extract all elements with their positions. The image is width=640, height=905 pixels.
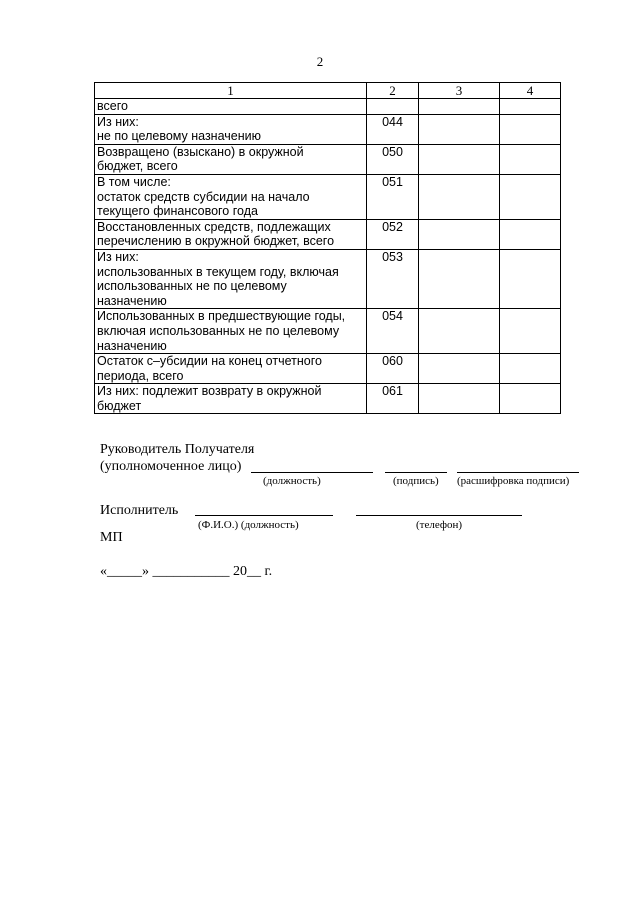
row-value-col3 <box>419 219 500 249</box>
row-label: Из них: подлежит возврату в окружной бюджет <box>95 384 367 414</box>
table-row <box>95 219 561 249</box>
executor-phone-line <box>356 515 522 516</box>
table-row <box>95 249 561 308</box>
date-line: «_____» ___________ 20__ г. <box>100 564 273 579</box>
table-row <box>95 114 561 144</box>
row-label: Возвращено (взыскано) в окружной бюджет, всего <box>95 144 367 174</box>
fio-caption: (Ф.И.О.) (должность) <box>198 519 299 531</box>
head-title-line2: (уполномоченное лицо) <box>100 459 242 474</box>
row-code: 053 <box>367 249 419 308</box>
row-value-col4 <box>500 144 561 174</box>
position-caption: (должность) <box>263 475 321 487</box>
row-value-col3 <box>419 354 500 384</box>
signature-caption: (подпись) <box>393 475 439 487</box>
column-header: 3 <box>419 83 500 99</box>
row-label: всего <box>95 99 367 115</box>
row-code: 050 <box>367 144 419 174</box>
row-label: Использованных в предшествующие годы, включая использованных не по целевому назначению <box>95 309 367 354</box>
column-header: 4 <box>500 83 561 99</box>
column-header: 2 <box>367 83 419 99</box>
phone-caption: (телефон) <box>416 519 463 531</box>
row-value-col4 <box>500 114 561 144</box>
position-line <box>251 472 373 473</box>
row-value-col3 <box>419 99 500 115</box>
table-row <box>95 99 561 115</box>
row-value-col4 <box>500 249 561 308</box>
table-header-row <box>95 83 561 99</box>
row-code: 044 <box>367 114 419 144</box>
table-row <box>95 174 561 219</box>
row-value-col3 <box>419 174 500 219</box>
decoding-line <box>457 472 579 473</box>
row-value-col3 <box>419 384 500 414</box>
row-label: Восстановленных средств, подлежащих перечислению в окружной бюджет, всего <box>95 219 367 249</box>
row-value-col4 <box>500 354 561 384</box>
executor-label: Исполнитель <box>100 503 179 518</box>
row-value-col3 <box>419 249 500 308</box>
row-value-col3 <box>419 309 500 354</box>
report-table <box>94 82 561 414</box>
row-value-col4 <box>500 99 561 115</box>
row-code: 051 <box>367 174 419 219</box>
row-code: 060 <box>367 354 419 384</box>
row-code: 061 <box>367 384 419 414</box>
row-label: Из них: использованных в текущем году, включая использованных не по целевому назначению <box>95 249 367 308</box>
row-label: Из них: не по целевому назначению <box>95 114 367 144</box>
row-value-col3 <box>419 144 500 174</box>
table-row <box>95 354 561 384</box>
table-row <box>95 144 561 174</box>
signature-line <box>385 472 447 473</box>
row-value-col4 <box>500 309 561 354</box>
row-code: 054 <box>367 309 419 354</box>
row-code: 052 <box>367 219 419 249</box>
head-title-line1: Руководитель Получателя <box>100 442 255 457</box>
column-header: 1 <box>95 83 367 99</box>
row-value-col4 <box>500 174 561 219</box>
page-number: 2 <box>316 54 324 69</box>
table-row <box>95 309 561 354</box>
stamp-label: МП <box>100 530 123 545</box>
row-value-col4 <box>500 219 561 249</box>
row-label: В том числе: остаток средств субсидии на начало текущего финансового года <box>95 174 367 219</box>
table-row <box>95 384 561 414</box>
row-label: Остаток с–убсидии на конец отчетного периода, всего <box>95 354 367 384</box>
row-code <box>367 99 419 115</box>
row-value-col4 <box>500 384 561 414</box>
executor-fio-line <box>195 515 333 516</box>
row-value-col3 <box>419 114 500 144</box>
decoding-caption: (расшифровка подписи) <box>457 475 570 487</box>
